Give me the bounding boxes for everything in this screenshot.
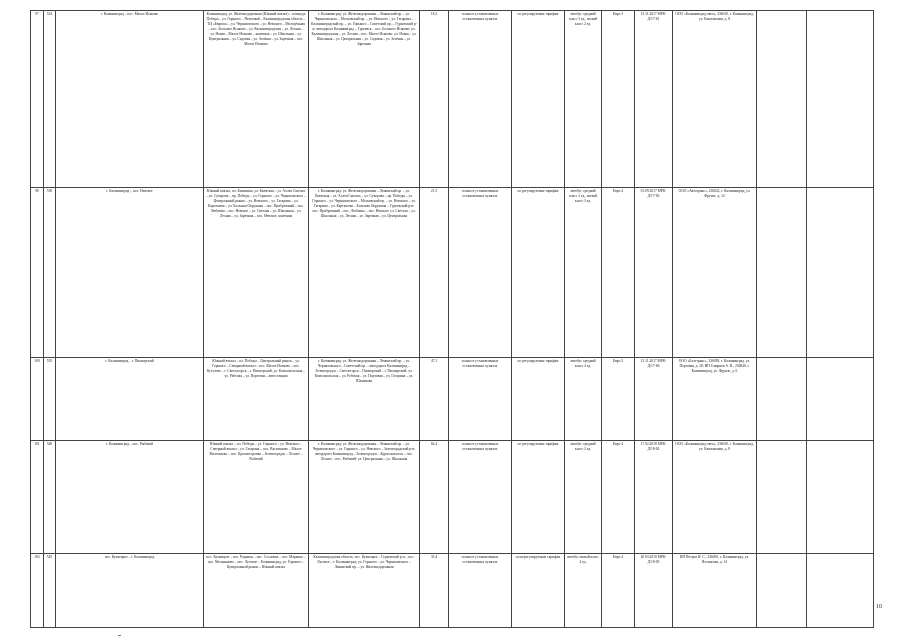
scan-mark: [118, 635, 121, 636]
cell-stops: Южный вокзал – пл. Победы – ул. Горького – ул. Невского – Северный вокзал – ул. Гагарина – пос. Васильково – Малое Васильково – пос. Красноторовка – Зеленоградск – Лесное – Рыбачий: [204, 441, 309, 554]
cell-stops: Южный вокзал – пл. Победы – Центральный рынок – ул. Горького – Северный вокзал – пос. Малое Исаково – пос. Кутузово – г. Светлогорск – г. Пионерский, ул. Комсомольская – ул. Рабочая – ул. Портовая – автостанция: [204, 358, 309, 441]
cell-name: г. Калининград – г. Пионерский: [56, 358, 204, 441]
blank-col-1: [757, 441, 807, 554]
blank-col-1: [757, 554, 807, 628]
cell-tariff: по нерегулируемым тарифам: [512, 554, 565, 628]
cell-stop-mode: только в установленных остановочных пунктах: [449, 554, 512, 628]
cell-streets: г. Калининград: ул. Железнодорожная – Ленинский пр. – ул. Черняховского – Московский пр. – ул. Невского – ул. Гагарина – Калининградский пр. – ул. Горького – Советский пр. – Гурьевский р-н: автодорога Калининград – Гурьевск – пос. Большое Исаково: ул. Калининградская – ул. Лесная – пос. Малое Исаково: ул. Новая – ул. Школьная – ул. Центральная – ул. Садовая – ул. Зелёная – ул. Заречная: [309, 11, 420, 188]
route-registry-table: [30, 10, 874, 628]
cell-stop-mode: только в установленных остановочных пунктах: [449, 11, 512, 188]
blank-col-1: [757, 11, 807, 188]
cell-reg: 535: [44, 358, 56, 441]
cell-tariff: по регулируемым тарифам: [512, 11, 565, 188]
cell-stops: Калининград, ул. Железнодорожная (Южный вокзал) – площадь Победы – ул. Горького – Пехотный – Калининградская область – ТЦ «Европа» – ул. Черняховского – ул. Невского – Молодёжная – пос. Большое Исаково – ул. Калининградская – ул. Лесная – ул. Новая – Малое Исаково – конечная – ул. Школьная – ул. Центральная – ул. Садовая – ул. Зелёная – ул. Заречная – пос. Малое Исаково: [204, 11, 309, 188]
table-row: [31, 11, 874, 188]
cell-streets: г. Калининград: ул. Железнодорожная – Ленинский пр. – ул. Киевская – ул. Аллея Смелых – ул. Суворова – пр. Победы – ул. Горького – ул. Черняховского – Московский пр. – ул. Невского – ул. Гагарина – ул. Карташева – Большая Окружная – Гурьевский р-н: пос. Прибрежный – пос. Люблино – пос. Невское: ул. Светлая – ул. Школьная – ул. Лесная – ул. Заречная – ул. Центральная: [309, 188, 420, 358]
cell-carrier: ООО «Автотранс», 236022, г. Калининград, ул. Фрунзе, д. 12: [673, 188, 757, 358]
cell-start-date: 15.11.2017 МРК-Д/17-66: [635, 358, 673, 441]
cell-num: 101: [31, 441, 44, 554]
cell-tariff: по регулируемым тарифам: [512, 188, 565, 358]
cell-length: 35,4: [420, 554, 449, 628]
cell-name: г. Калининград – пос. Невское: [56, 188, 204, 358]
cell-vehicles: автобус средний класс 3 ед., малый класс 2 ед.: [565, 11, 602, 188]
table-row: [31, 188, 874, 358]
table-body: [31, 11, 874, 628]
table-row: [31, 441, 874, 554]
cell-reg: 540: [44, 441, 56, 554]
blank-col-2: [807, 554, 874, 628]
cell-length: 47,1: [420, 358, 449, 441]
table-row: [31, 554, 874, 628]
cell-start-date: 01.09.2017 МРК-Д/17-65: [635, 188, 673, 358]
cell-name: пос. Кузнецкое – г. Калининград: [56, 554, 204, 628]
cell-eco: Евро 3: [602, 358, 635, 441]
cell-streets: г. Калининград: ул. Железнодорожная – Ленинский пр. – ул. Черняховского – ул. Горького – ул. Невского – Зеленоградский р-н: автодорога Калининград – Зеленоградск – Куршская коса – пос. Лесное – пос. Рыбачий: ул. Центральная – ул. Школьная: [309, 441, 420, 554]
table-row: [31, 358, 874, 441]
cell-eco: Евро 4: [602, 441, 635, 554]
cell-vehicles: автобус средний класс 2 ед.: [565, 441, 602, 554]
blank-col-1: [757, 188, 807, 358]
cell-tariff: по регулируемым тарифам: [512, 358, 565, 441]
cell-eco: Евро 4: [602, 554, 635, 628]
cell-num: 102: [31, 554, 44, 628]
cell-carrier: ИП Петров И. С., 236005, г. Калининград, ул. Ялтинская, д. 14: [673, 554, 757, 628]
page-number: 10: [876, 604, 882, 610]
cell-eco: Евро 4: [602, 188, 635, 358]
blank-col-1: [757, 358, 807, 441]
blank-col-2: [807, 11, 874, 188]
cell-streets: г. Калининград: ул. Железнодорожная – Ленинский пр. – ул. Черняховского – Советский пр. – автодорога Калининград – Зеленоградск – Светлогорск – Пионерский – г. Пионерский: ул. Комсомольская – ул. Рабочая – ул. Портовая – ул. Гагарина – ул. Шаманова: [309, 358, 420, 441]
cell-num: 97: [31, 11, 44, 188]
cell-stop-mode: только в установленных остановочных пунктах: [449, 188, 512, 358]
cell-carrier: ООО «Балттранс», 236039, г. Калининград, ул. Портовая, д. 28; ИП Смирнов А. В., 236040, г. Калининград, ул. Фрунзе, д. 6: [673, 358, 757, 441]
blank-col-2: [807, 441, 874, 554]
cell-tariff: по регулируемым тарифам: [512, 441, 565, 554]
cell-carrier: ООО «Калининград-авто», 236010, г. Калининград, ул. Каштановая, д. 8: [673, 11, 757, 188]
blank-col-2: [807, 188, 874, 358]
cell-eco: Евро 3: [602, 11, 635, 188]
blank-col-2: [807, 358, 874, 441]
cell-start-date: 15.11.2017 МРК-Д/17-61: [635, 11, 673, 188]
cell-stop-mode: только в установленных остановочных пунктах: [449, 358, 512, 441]
cell-length: 62,4: [420, 441, 449, 554]
cell-vehicles: автобус малый класс 2 ед.: [565, 554, 602, 628]
cell-carrier: ООО «Калининград-авто», 236010, г. Калининград, ул. Каштановая, д. 8: [673, 441, 757, 554]
cell-start-date: 17.02.2018 МРК-Д/18-02: [635, 441, 673, 554]
cell-streets: Калининградская область: пос. Кузнецкое – Гурьевский р-н – пос. Луговое – г. Калининград: ул. Горького – ул. Черняховского – Ленинский пр. – ул. Железнодорожная: [309, 554, 420, 628]
cell-stops: пос. Кузнецкое – пос. Родники – пос. Сосновка – пос. Марьино – пос. Мельниково – пос. Луговое – Калининград, ул. Горького – Центральный рынок – Южный вокзал: [204, 554, 309, 628]
cell-stop-mode: только в установленных остановочных пунктах: [449, 441, 512, 554]
cell-start-date: 20.03.2018 МРК-Д/18-05: [635, 554, 673, 628]
cell-num: 100: [31, 358, 44, 441]
cell-vehicles: автобус средний класс 2 ед., малый класс 3 ед.: [565, 188, 602, 358]
cell-length: 21,3: [420, 188, 449, 358]
cell-reg: 545: [44, 554, 56, 628]
cell-vehicles: автобус средний класс 4 ед.: [565, 358, 602, 441]
cell-reg: 530: [44, 188, 56, 358]
cell-stops: Южный вокзал, пл. Калинина, ул. Киевская – ул. Аллея Смелых – ул. Суворова – пр. Победы – ул. Горького – ул. Черняховского – Центральный рынок – ул. Невского – ул. Гагарина – ул. Карташева – ул. Большая Окружная – пос. Прибрежный – пос. Люблино – пос. Невское – ул. Светлая – ул. Школьная – ул. Лесная – ул. Заречная – пос. Невское, конечная: [204, 188, 309, 358]
cell-name: г. Калининград – пос. Рыбачий: [56, 441, 204, 554]
cell-reg: 524: [44, 11, 56, 188]
cell-num: 98: [31, 188, 44, 358]
cell-length: 18,2: [420, 11, 449, 188]
cell-name: г. Калининград – пос. Малое Исаково: [56, 11, 204, 188]
